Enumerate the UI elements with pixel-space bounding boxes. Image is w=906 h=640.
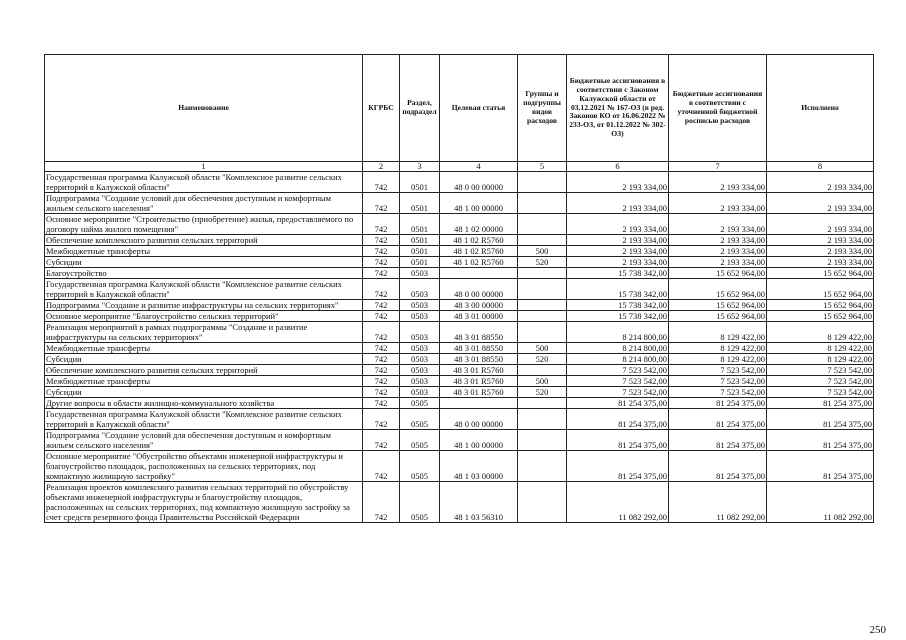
row-kgrbs: 742 (363, 172, 400, 193)
row-group (518, 172, 567, 193)
row-name: Обеспечение комплексного развития сельских территорий (45, 235, 363, 246)
column-number: 2 (363, 162, 400, 172)
row-section: 0503 (400, 365, 440, 376)
row-refined: 7 523 542,00 (669, 387, 767, 398)
row-refined: 15 652 964,00 (669, 279, 767, 300)
row-group (518, 193, 567, 214)
row-executed: 81 254 375,00 (767, 451, 874, 482)
row-target: 48 3 01 R5760 (440, 365, 518, 376)
column-number: 6 (567, 162, 669, 172)
row-assigned: 81 254 375,00 (567, 398, 669, 409)
row-kgrbs: 742 (363, 354, 400, 365)
row-name: Субсидии (45, 257, 363, 268)
row-assigned: 8 214 800,00 (567, 354, 669, 365)
row-kgrbs: 742 (363, 376, 400, 387)
row-group (518, 398, 567, 409)
row-group (518, 451, 567, 482)
row-assigned: 7 523 542,00 (567, 387, 669, 398)
row-name: Межбюджетные трансферты (45, 376, 363, 387)
row-assigned: 81 254 375,00 (567, 430, 669, 451)
table-row (45, 387, 874, 398)
row-refined: 8 129 422,00 (669, 343, 767, 354)
row-assigned: 81 254 375,00 (567, 451, 669, 482)
header-group: Группы и подгруппы видов расходов (518, 55, 567, 162)
row-refined: 8 129 422,00 (669, 322, 767, 343)
row-executed: 2 193 334,00 (767, 214, 874, 235)
row-target: 48 3 01 88550 (440, 322, 518, 343)
row-section: 0503 (400, 279, 440, 300)
row-name: Государственная программа Калужской области "Комплексное развитие сельских территорий в Калужской области" (45, 409, 363, 430)
row-assigned: 8 214 800,00 (567, 322, 669, 343)
table-row (45, 343, 874, 354)
row-assigned: 15 738 342,00 (567, 279, 669, 300)
row-refined: 7 523 542,00 (669, 365, 767, 376)
row-assigned: 81 254 375,00 (567, 409, 669, 430)
row-target: 48 1 02 R5760 (440, 257, 518, 268)
row-target: 48 0 00 00000 (440, 172, 518, 193)
row-group (518, 409, 567, 430)
row-group (518, 322, 567, 343)
row-kgrbs: 742 (363, 246, 400, 257)
row-section: 0503 (400, 354, 440, 365)
row-kgrbs: 742 (363, 300, 400, 311)
table-row (45, 279, 874, 300)
row-group (518, 214, 567, 235)
row-executed: 2 193 334,00 (767, 235, 874, 246)
row-executed: 2 193 334,00 (767, 193, 874, 214)
row-refined: 15 652 964,00 (669, 311, 767, 322)
row-executed: 2 193 334,00 (767, 246, 874, 257)
row-refined: 15 652 964,00 (669, 300, 767, 311)
table-row (45, 300, 874, 311)
header-target: Целевая статья (440, 55, 518, 162)
row-refined: 15 652 964,00 (669, 268, 767, 279)
row-section: 0503 (400, 311, 440, 322)
row-executed: 2 193 334,00 (767, 257, 874, 268)
row-kgrbs: 742 (363, 311, 400, 322)
row-kgrbs: 742 (363, 279, 400, 300)
table-row (45, 322, 874, 343)
table-row (45, 482, 874, 523)
page-number: 250 (869, 624, 886, 636)
row-assigned: 2 193 334,00 (567, 193, 669, 214)
row-target: 48 1 03 56310 (440, 482, 518, 523)
column-number: 5 (518, 162, 567, 172)
row-target: 48 1 00 00000 (440, 430, 518, 451)
row-target (440, 398, 518, 409)
row-kgrbs: 742 (363, 430, 400, 451)
row-kgrbs: 742 (363, 451, 400, 482)
row-kgrbs: 742 (363, 409, 400, 430)
row-executed: 81 254 375,00 (767, 430, 874, 451)
row-refined: 11 082 292,00 (669, 482, 767, 523)
row-name: Основное мероприятие "Обустройство объектами инженерной инфраструктуры и благоустройство площадок, расположенных на сельских территориях, под компактную жилищную застройку" (45, 451, 363, 482)
row-section: 0505 (400, 398, 440, 409)
row-section: 0501 (400, 235, 440, 246)
table-row (45, 376, 874, 387)
header-assigned: Бюджетные ассигнования в соответствии с Законом Калужской области от 03.12.2021 № 167-ОЗ (в ред. Законов КО от 16.06.2022 № 233-ОЗ, от 01.12.2022 № 302-ОЗ) (567, 55, 669, 162)
row-refined: 81 254 375,00 (669, 451, 767, 482)
row-name: Основное мероприятие "Благоустройство сельских территорий" (45, 311, 363, 322)
row-target: 48 1 03 00000 (440, 451, 518, 482)
row-name: Реализация проектов комплексного развития сельских территорий по обустройству объектами инженерной инфраструктуры и благоустройству площадок, расположенных на сельских территориях, под компактную жилищную застройку за счет средств резервного фонда Правительства Российской Федерации (45, 482, 363, 523)
row-target: 48 3 01 R5760 (440, 387, 518, 398)
row-executed: 15 652 964,00 (767, 311, 874, 322)
row-section: 0505 (400, 430, 440, 451)
row-refined: 8 129 422,00 (669, 354, 767, 365)
row-kgrbs: 742 (363, 235, 400, 246)
row-section: 0503 (400, 376, 440, 387)
row-group: 520 (518, 387, 567, 398)
row-name: Благоустройство (45, 268, 363, 279)
row-group: 500 (518, 376, 567, 387)
budget-table (44, 54, 874, 523)
row-executed: 8 129 422,00 (767, 322, 874, 343)
row-executed: 8 129 422,00 (767, 354, 874, 365)
table-row (45, 246, 874, 257)
row-target: 48 3 01 88550 (440, 354, 518, 365)
row-executed: 7 523 542,00 (767, 365, 874, 376)
row-name: Межбюджетные трансферты (45, 343, 363, 354)
row-group (518, 279, 567, 300)
row-assigned: 7 523 542,00 (567, 376, 669, 387)
header-executed: Исполнено (767, 55, 874, 162)
row-target: 48 3 01 00000 (440, 311, 518, 322)
row-kgrbs: 742 (363, 365, 400, 376)
table-row (45, 193, 874, 214)
row-kgrbs: 742 (363, 193, 400, 214)
table-body (45, 172, 874, 523)
row-name: Подпрограмма "Создание условий для обеспечения доступным и комфортным жильем сельского населения" (45, 193, 363, 214)
row-name: Подпрограмма "Создание условий для обеспечения доступным и комфортным жильем сельского населения" (45, 430, 363, 451)
row-target: 48 3 00 00000 (440, 300, 518, 311)
table-row (45, 235, 874, 246)
table-row (45, 451, 874, 482)
table-row (45, 257, 874, 268)
row-section: 0503 (400, 300, 440, 311)
row-executed: 7 523 542,00 (767, 387, 874, 398)
row-target: 48 3 01 88550 (440, 343, 518, 354)
row-refined: 2 193 334,00 (669, 235, 767, 246)
row-group (518, 300, 567, 311)
row-section: 0501 (400, 193, 440, 214)
table-row (45, 409, 874, 430)
table-row (45, 354, 874, 365)
column-number-row (45, 162, 874, 172)
row-executed: 11 082 292,00 (767, 482, 874, 523)
row-assigned: 2 193 334,00 (567, 257, 669, 268)
header-section: Раздел, подраздел (400, 55, 440, 162)
row-group: 520 (518, 354, 567, 365)
row-target: 48 1 02 R5760 (440, 246, 518, 257)
row-name: Государственная программа Калужской области "Комплексное развитие сельских территорий в Калужской области" (45, 279, 363, 300)
row-assigned: 2 193 334,00 (567, 235, 669, 246)
header-row (45, 55, 874, 162)
row-refined: 81 254 375,00 (669, 409, 767, 430)
row-section: 0501 (400, 172, 440, 193)
column-number: 8 (767, 162, 874, 172)
row-executed: 2 193 334,00 (767, 172, 874, 193)
row-target: 48 0 00 00000 (440, 409, 518, 430)
row-assigned: 2 193 334,00 (567, 214, 669, 235)
column-number: 7 (669, 162, 767, 172)
row-refined: 2 193 334,00 (669, 193, 767, 214)
header-name: Наименование (45, 55, 363, 162)
row-target: 48 3 01 R5760 (440, 376, 518, 387)
row-executed: 81 254 375,00 (767, 409, 874, 430)
row-kgrbs: 742 (363, 322, 400, 343)
row-name: Субсидии (45, 354, 363, 365)
row-refined: 2 193 334,00 (669, 246, 767, 257)
row-group (518, 235, 567, 246)
row-section: 0503 (400, 343, 440, 354)
row-section: 0505 (400, 451, 440, 482)
row-group: 500 (518, 343, 567, 354)
row-name: Субсидии (45, 387, 363, 398)
row-refined: 7 523 542,00 (669, 376, 767, 387)
row-group (518, 482, 567, 523)
table-row (45, 365, 874, 376)
row-group (518, 365, 567, 376)
row-group: 500 (518, 246, 567, 257)
row-section: 0501 (400, 214, 440, 235)
row-section: 0501 (400, 257, 440, 268)
row-kgrbs: 742 (363, 343, 400, 354)
row-target: 48 1 00 00000 (440, 193, 518, 214)
row-name: Государственная программа Калужской области "Комплексное развитие сельских территорий в Калужской области" (45, 172, 363, 193)
row-kgrbs: 742 (363, 214, 400, 235)
row-kgrbs: 742 (363, 482, 400, 523)
row-refined: 2 193 334,00 (669, 214, 767, 235)
row-kgrbs: 742 (363, 257, 400, 268)
row-assigned: 15 738 342,00 (567, 268, 669, 279)
row-name: Другие вопросы в области жилищно-коммунального хозяйства (45, 398, 363, 409)
row-refined: 2 193 334,00 (669, 172, 767, 193)
row-name: Реализация мероприятий в рамках подпрограммы "Создание и развитие инфраструктуры на сельских территориях" (45, 322, 363, 343)
table-row (45, 311, 874, 322)
row-target: 48 0 00 00000 (440, 279, 518, 300)
header-refined: Бюджетные ассигнования в соответствии с уточненной бюджетной росписью расходов (669, 55, 767, 162)
table-row (45, 430, 874, 451)
row-kgrbs: 742 (363, 387, 400, 398)
row-name: Подпрограмма "Создание и развитие инфраструктуры на сельских территориях" (45, 300, 363, 311)
row-executed: 81 254 375,00 (767, 398, 874, 409)
row-section: 0503 (400, 322, 440, 343)
row-refined: 81 254 375,00 (669, 430, 767, 451)
row-section: 0503 (400, 268, 440, 279)
row-assigned: 15 738 342,00 (567, 311, 669, 322)
row-group (518, 268, 567, 279)
row-name: Основное мероприятие "Строительство (приобретение) жилья, предоставляемого по договору найма жилого помещения" (45, 214, 363, 235)
row-executed: 15 652 964,00 (767, 268, 874, 279)
row-assigned: 7 523 542,00 (567, 365, 669, 376)
row-refined: 2 193 334,00 (669, 257, 767, 268)
row-assigned: 15 738 342,00 (567, 300, 669, 311)
document-page (44, 54, 873, 523)
row-target: 48 1 02 R5760 (440, 235, 518, 246)
row-assigned: 8 214 800,00 (567, 343, 669, 354)
table-row (45, 214, 874, 235)
column-number: 4 (440, 162, 518, 172)
table-row (45, 172, 874, 193)
table-row (45, 398, 874, 409)
row-target (440, 268, 518, 279)
column-number: 1 (45, 162, 363, 172)
row-assigned: 11 082 292,00 (567, 482, 669, 523)
row-name: Обеспечение комплексного развития сельских территорий (45, 365, 363, 376)
row-section: 0505 (400, 482, 440, 523)
row-section: 0501 (400, 246, 440, 257)
row-assigned: 2 193 334,00 (567, 246, 669, 257)
column-number: 3 (400, 162, 440, 172)
row-assigned: 2 193 334,00 (567, 172, 669, 193)
row-group (518, 430, 567, 451)
row-executed: 15 652 964,00 (767, 279, 874, 300)
row-target: 48 1 02 00000 (440, 214, 518, 235)
row-group: 520 (518, 257, 567, 268)
table-row (45, 268, 874, 279)
row-section: 0505 (400, 409, 440, 430)
row-group (518, 311, 567, 322)
row-executed: 15 652 964,00 (767, 300, 874, 311)
row-kgrbs: 742 (363, 268, 400, 279)
row-name: Межбюджетные трансферты (45, 246, 363, 257)
row-refined: 81 254 375,00 (669, 398, 767, 409)
row-section: 0503 (400, 387, 440, 398)
row-executed: 7 523 542,00 (767, 376, 874, 387)
row-kgrbs: 742 (363, 398, 400, 409)
row-executed: 8 129 422,00 (767, 343, 874, 354)
header-kgrbs: КГРБС (363, 55, 400, 162)
